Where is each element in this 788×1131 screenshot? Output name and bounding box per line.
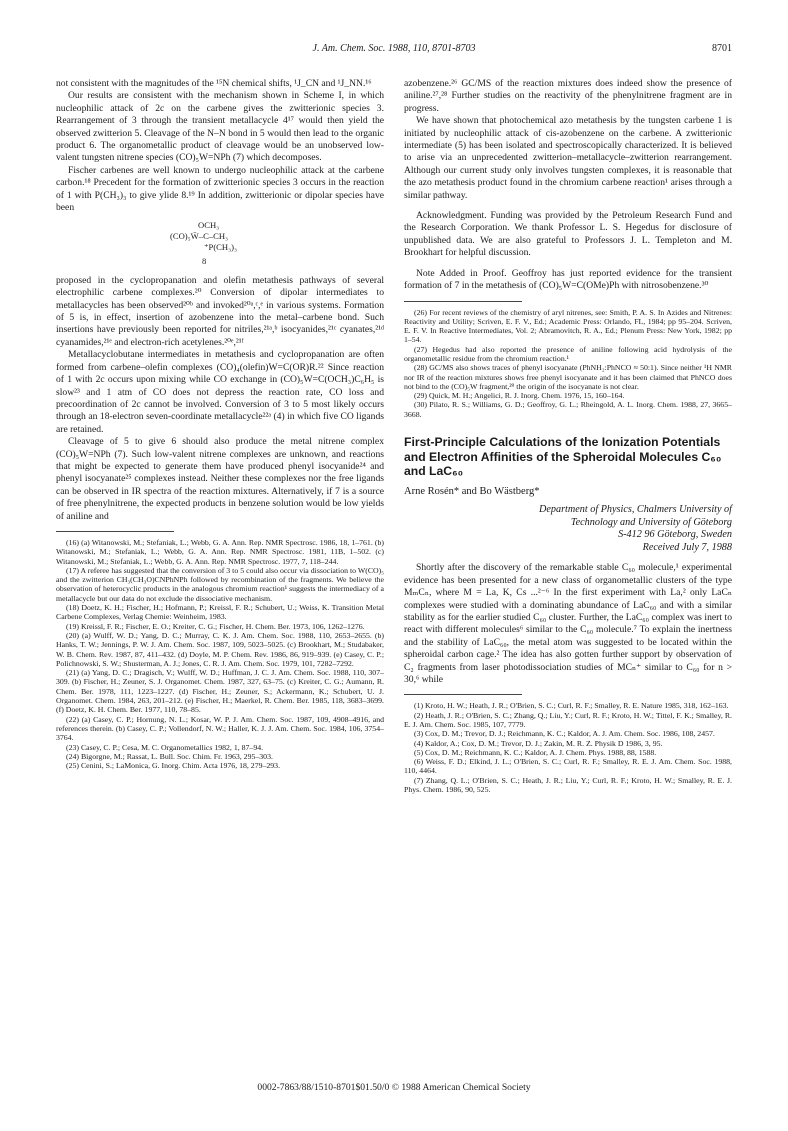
footnotes-left: [56, 538, 384, 770]
article-authors: Arne Rosén* and Bo Wästberg*: [404, 485, 540, 497]
footnote: (26) For recent reviews of the chemistry of aryl nitrenes, see: Smith, P. A. S. In Azides and Nitrenes: Reactivity and Utility; Scriven, E. F. V., Ed.; Academic Press: Orlando, FL, 1984; pp 95–204. Scriven, E. F. V. In Reactive Intermediates, Vol. 2; Abramovitch, R. A., Ed.; Plenum Press: New York, 1982; pp 1–54.: [404, 307, 732, 345]
received-date: Received July 7, 1988: [642, 541, 732, 553]
footnote: (4) Kaldor, A.; Cox, D. M.; Trevor, D. J.; Zakin, M. R. Z. Physik D 1986, 3, 95.: [414, 738, 663, 748]
footnotes-right: [404, 308, 732, 420]
footnote: (17) A referee has suggested that the conversion of 3 to 5 could also occur via dissociation to W(CO)₅ and the zwitterion CH₃(CH₃O)CNPhNPh followed by recombination of the fragments. We believe the observation of heterocyclic products in the analogous chromium reaction¹ suggests the intermediacy of a metallacycle but our data do not exclude the dissociative mechanism.: [56, 565, 384, 603]
running-header: [56, 43, 732, 59]
affiliation-line: S-412 96 Göteborg, Sweden: [618, 529, 732, 541]
acknowledgment: Acknowledgment. Funding was provided by the Petroleum Research Fund and the Research Corporation. We thank Professor L. S. Hegedus for disclosure of unpublished data. We are also grateful to Professors J. L. Templeton and M. Brookhart for helpful discussion.: [404, 210, 732, 259]
footnote: (24) Bigorgne, M.; Rassat, L. Bull. Soc. Chim. Fr. 1963, 295–303.: [66, 751, 273, 761]
structure-line: ⁺P(CH₃)₃: [204, 241, 237, 252]
paragraph: azobenzene.²⁶ GC/MS of the reaction mixtures does indeed show the presence of aniline.²⁷,²⁸ Further studies on the reactivity of the phenylnitrene fragment are in progress.: [404, 78, 732, 114]
footnote: (3) Cox, D. M.; Trevor, D. J.; Reichmann, K. C.; Kaldor, A. J. Am. Chem. Soc. 1986, 108, 2457.: [414, 729, 715, 739]
footnote: (6) Weiss, F. D.; Elkind, J. L.; O'Brien, S. C.; Curl, R. F.; Smalley, R. E. J. Am. Chem. Soc. 1988, 110, 4464.: [404, 757, 732, 776]
right-column: [404, 78, 732, 794]
paragraph: Metallacyclobutane intermediates in metathesis and cyclopropanation are often formed from carbene–olefin complexes (CO)₄(olefin)W=C(OR)R.²² Since reaction of 1 with 2c occurs upon mixing while CO exchange in (CO)₅W=C(OCH₃)C₆H₅ is slow²³ and 1 atm of CO does not depress the reaction rate, CO loss and precoordination of 2c cannot be involved. Conversion of 3 to 5 most likely occurs through an 18-electron seven-coordinate metallacycle²²ᵃ (4) in which five CO ligands are retained.: [56, 349, 384, 435]
footnote-rule: [56, 531, 174, 532]
page-footer: 0002-7863/88/1510-8701$01.50/0 © 1988 American Chemical Society: [257, 1082, 531, 1093]
page-number: 8701: [712, 43, 732, 54]
paragraph: Our results are consistent with the mechanism shown in Scheme I, in which nucleophilic attack of 2c on the carbene gives the zwitterionic species 3. Rearrangement of 3 through the transient metallacycle 4¹⁷ would then yield the observed zwitterion 5. Cleavage of the N–N bond in 5 would then lead to the organic product 6. The organometallic product of cleavage would be an unobserved low-valent tungsten nitrene species (CO)₅W=NPh (7) which decomposes.: [56, 90, 384, 164]
paragraph: Cleavage of 5 to give 6 should also produce the metal nitrene complex (CO)₅W=NPh (7). Such low-valent nitrene complexes are unknown, and reactions that might be expected to generate them have produced phenyl isocyanide²⁴ and phenyl isocyanate²⁵ complexes instead. Neither these complexes nor the free ligands can be observed in IR spectra of the reaction mixtures. Alternatively, if 7 is a source of free phenylnitrene, the expected products in benzene solution would be low yields of aniline and: [56, 436, 384, 522]
footnote: (18) Doetz, K. H.; Fischer, H.; Hofmann, P.; Kreissl, F. R.; Schubert, U.; Weiss, K. Transition Metal Carbene Complexes, Verlag Chemie: Weinheim, 1983.: [56, 603, 384, 622]
paragraph: proposed in the cyclopropanation and olefin metathesis pathways of several electrophilic carbene complexes.²⁰ Conversion of dipolar intermediates to metallacycles has been observed²⁰ᵇ and invoked²⁰ᵃ,ᶜ,ᵉ in various systems. Formation of 5 is, in effect, insertion of azobenzene into the metal–carbene bond. Such insertions have previously been reported for nitriles,²¹ᵃ,ᵇ isocyanides,²¹ᶜ cyanates,²¹ᵈ cyanamides,²¹ᵉ and electron-rich acetylenes.²⁰ᵉ,²¹ᶠ: [56, 274, 384, 348]
footnote-rule: [404, 301, 522, 302]
footnote: (5) Cox, D. M.; Reichmann, K. C.; Kaldor, A. J. Chem. Phys. 1988, 88, 1588.: [414, 747, 657, 757]
footnote-rule: [404, 694, 522, 695]
footnotes-article: [404, 701, 732, 794]
left-column: [56, 78, 384, 770]
footnote: (22) (a) Casey, C. P.; Hornung, N. L.; Kosar, W. P. J. Am. Chem. Soc. 1987, 109, 4908–4916, and references therein. (b) Casey, C. P.; Vollendorf, N. W.; Haller, K. J. J. Am. Chem. Soc. 1984, 106, 3754–3764.: [56, 714, 384, 743]
footnote: (23) Casey, C. P.; Cesa, M. C. Organometallics 1982, 1, 87–94.: [66, 742, 264, 752]
author-affiliation: [404, 504, 732, 554]
footnote: (16) (a) Witanowski, M.; Stefaniak, L.; Webb, G. A. Ann. Rep. NMR Spectrosc. 1986, 18, 1–761. (b) Witanowski, M.; Stefaniak, L.; Webb, G. A. Ann. Rep. NMR Spectrosc. 1981, 11B, 1–502. (c) Witanowski, M.; Stefaniak, L.; Webb, G. A. Ann. Rep. NMR Spectrosc. 1977, 7, 118–244.: [56, 537, 384, 566]
paragraph: Fischer carbenes are well known to undergo nucleophilic attack at the carbene carbon.¹⁸ Precedent for the formation of zwitterionic species 3 occurs in the reaction of 1 with P(CH₃)₃ to give ylide 8.¹⁹ In addition, zwitterionic or dipolar species have been: [56, 164, 384, 214]
footnote: (27) Hegedus had also reported the presence of aniline following acid hydrolysis of the organometallic residue from the chromium reaction.¹: [404, 344, 732, 363]
compound-number: 8: [202, 256, 207, 267]
paragraph: not consistent with the magnitudes of the ¹⁵N chemical shifts, ¹J_CN and ¹J_NN.¹⁶: [56, 78, 372, 89]
footnote: (25) Cenini, S.; LaMonica, G. Inorg. Chim. Acta 1976, 18, 279–293.: [66, 761, 281, 771]
footnote: (29) Quick, M. H.; Angelici, R. J. Inorg. Chem. 1976, 15, 160–164.: [414, 391, 625, 401]
affiliation-line: Technology and University of Göteborg: [570, 516, 732, 528]
footnote: (1) Kroto, H. W.; Heath, J. R.; O'Brien, S. C.; Curl, R. F.; Smalley, R. E. Nature 1985, 318, 162–163.: [414, 701, 729, 711]
note-added-in-proof: Note Added in Proof. Geoffroy has just reported evidence for the transient formation of 7 in the metathesis of (CO)₅W=C(OMe)Ph with nitrosobenzene.³⁰: [404, 267, 732, 292]
structure-line: (CO)₅W̄–C–CH₃: [170, 231, 229, 242]
footnote: (20) (a) Wulff, W. D.; Yang, D. C.; Murray, C. K. J. Am. Chem. Soc. 1988, 110, 2653–2655. (b) Hanks, T. W.; Jennings, P. W. J. Am. Chem. Soc. 1987, 109, 5023–5025. (c) Brookhart, M.; Studabaker, W. B. Chem. Rev. 1987, 87, 411–432. (d) Doyle, M. P. Chem. Rev. 1986, 86, 919–939. (e) Casey, C. P.; Polichnowski, S. W.; Shusterman, A. J.; Jones, C. R. J. Am. Chem. Soc. 1979, 101, 7282–7292.: [56, 630, 384, 668]
footnote: (30) Pilato, R. S.; Williams, G. D.; Geoffroy, G. L.; Rheingold, A. L. Inorg. Chem. 1988, 27, 3665–3668.: [404, 400, 732, 419]
structure-8: [170, 220, 384, 266]
paragraph: Shortly after the discovery of the remarkable stable C₆₀ molecule,¹ experimental evidence has been presented for a new class of organometallic clusters of the type MₘCₙ, where M = La, K, Cs ...²⁻⁶ In the first experiment with La,² only LaCₙ complexes were studied with a dominating abundance of LaC₆₀ and with a similar stability as for the earlier studied C₆₀ cluster. Further, the LaC₆₀ complex was inert to react with different molecules⁶ similar to the C₆₀ molecule.⁷ To explain the inertness and the stability of LaC₆₀, the metal atom was suggested to be located within the spheroidal carbon cage.² The idea has also gotten further support by observation of C₂ fragments from laser photodissociation studies of MCₙ⁺ similar to C₆₀ for n > 30,⁶ while: [404, 562, 732, 685]
structure-line: OCH₃: [198, 220, 220, 231]
footnote: (19) Kreissl, F. R.; Fischer, E. O.; Kreiter, C. G.; Fischer, H. Chem. Ber. 1973, 106, 1262–1276.: [66, 621, 365, 631]
paragraph: We have shown that photochemical azo metathesis by the tungsten carbene 1 is initiated by nucleophilic attack of cis-azobenzene on the carbene. A zwitterionic intermediate (5) has been isolated and spectroscopically characterized. It is believed to arise via an unprecedented zwitterion–metallacycle–zwitterion rearrangement. Although our current study only involves tungsten complexes, it is reasonable that the azo metathesis product found in the chromium carbene reaction¹ arises through a similar pathway.: [404, 115, 732, 201]
journal-citation: J. Am. Chem. Soc. 1988, 110, 8701-8703: [312, 43, 476, 54]
footnote: (28) GC/MS also shows traces of phenyl isocyanate (PhNH₂:PhNCO ≈ 50:1). Since neither ¹H NMR nor IR of the reaction mixtures shows free phenyl isocyanate and it has been claimed that PhNCO does not bind to the (CO)₅W fragment,²⁹ the origin of the isocyanate is not clear.: [404, 363, 732, 391]
article-title: First-Principle Calculations of the Ionization Potentials and Electron Affinities of the Spheroidal Molecules C₆₀ and LaC₆₀: [404, 435, 722, 479]
footnote: (21) (a) Yang, D. C.; Dragisch, V.; Wulff, W. D.; Huffman, J. C. J. Am. Chem. Soc. 1988, 110, 307–309. (b) Fischer, H.; Zeuner, S. J. Organomet. Chem. 1987, 327, 63–75. (c) Kreiter, C. G.; Aumann, R. Chem. Ber. 1978, 111, 1223–1227. (d) Fischer, H.; Zeuner, S.; Ackermann, K.; Schubert, U. J. Organomet. Chem. 1984, 263, 201–212. (e) Fischer, H.; Maerkel, R. Chem. Ber. 1985, 118, 3683–3699. (f) Doetz, K. H. Chem. Ber. 1977, 110, 78–85.: [56, 668, 384, 715]
footnote: (2) Heath, J. R.; O'Brien, S. C.; Zhang, Q.; Liu, Y.; Curl, R. F.; Kroto, H. W.; Tittel, F. K.; Smalley, R. E. J. Am. Chem. Soc. 1985, 107, 7779.: [404, 710, 732, 729]
affiliation-line: Department of Physics, Chalmers University of: [539, 503, 732, 515]
footnote: (7) Zhang, Q. L.; O'Brien, S. C.; Heath, J. R.; Liu, Y.; Curl, R. F.; Kroto, H. W.; Smalley, R. E. J. Phys. Chem. 1986, 90, 525.: [404, 775, 732, 795]
